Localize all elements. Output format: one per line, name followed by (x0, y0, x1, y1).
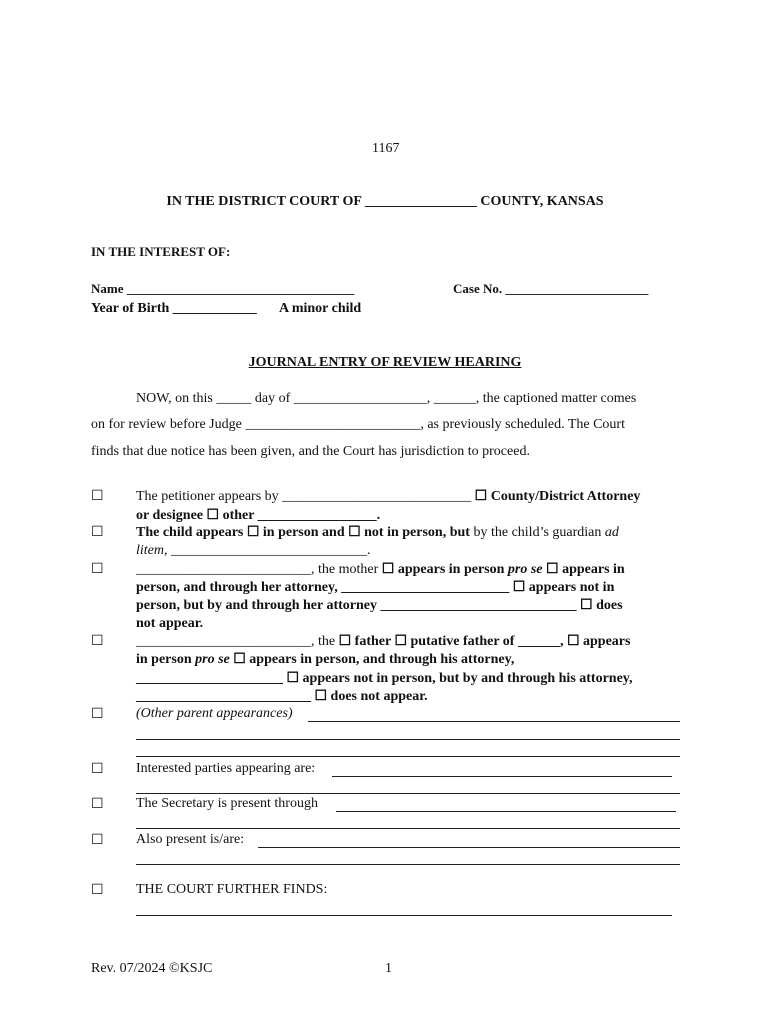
petitioner-line-2: or designee ☐ other _________________. (136, 508, 381, 523)
father-line-2: in person pro se ☐ appears in person, and through his attorney, (136, 652, 515, 667)
mother-line-4: not appear. (136, 616, 204, 631)
father-checkbox[interactable]: ☐ (91, 634, 104, 649)
opening-paragraph-line-2: on for review before Judge _________________________, as previously scheduled. The Court (91, 417, 625, 432)
year-of-birth-line: Year of Birth ____________ (91, 301, 257, 316)
court-finds-checkbox[interactable]: ☐ (91, 883, 104, 898)
interest-heading: IN THE INTEREST OF: (91, 244, 231, 259)
petitioner-line-1: The petitioner appears by ___________________________ ☐ County/District Attorney (136, 489, 641, 504)
child-line-2: litem, ____________________________. (136, 543, 371, 558)
child-line-1: The child appears ☐ in person and ☐ not in person, but by the child’s guardian ad (136, 525, 619, 540)
court-finds-label: THE COURT FURTHER FINDS: (136, 882, 328, 897)
secretary-label: The Secretary is present through (136, 796, 318, 811)
court-heading: IN THE DISTRICT COURT OF ________________ COUNTY, KANSAS (166, 194, 604, 209)
mother-checkbox[interactable]: ☐ (91, 562, 104, 577)
document-title: JOURNAL ENTRY OF REVIEW HEARING (248, 355, 522, 370)
secretary-line-1[interactable] (336, 811, 676, 812)
child-checkbox[interactable]: ☐ (91, 525, 104, 540)
mother-line-3: person, but by and through her attorney ____________________________ ☐ does (136, 598, 623, 613)
also-present-checkbox[interactable]: ☐ (91, 833, 104, 848)
mother-line-2: person, and through her attorney, ________________________ ☐ appears not in (136, 580, 615, 595)
father-line-3: _____________________ ☐ appears not in person, but by and through his attorney, (136, 671, 633, 686)
secretary-line-2[interactable] (136, 828, 680, 829)
court-finds-line-1[interactable] (136, 915, 672, 916)
secretary-checkbox[interactable]: ☐ (91, 797, 104, 812)
case-number-line: Case No. ______________________ (453, 281, 649, 296)
other-parent-line-3[interactable] (136, 756, 680, 757)
also-present-label: Also present is/are: (136, 832, 245, 847)
petitioner-checkbox[interactable]: ☐ (91, 489, 104, 504)
other-parent-label: (Other parent appearances) (136, 706, 293, 721)
revision-footer: Rev. 07/2024 ©KSJC (91, 961, 213, 976)
father-line-4: _________________________ ☐ does not appear. (136, 689, 428, 704)
interested-parties-label: Interested parties appearing are: (136, 761, 316, 776)
also-present-line-1[interactable] (258, 847, 680, 848)
mother-line-1: _________________________, the mother ☐ appears in person pro se ☐ appears in (136, 562, 625, 577)
father-line-1: _________________________, the ☐ father ☐ putative father of ______, ☐ appears (136, 634, 631, 649)
other-parent-line-2[interactable] (136, 739, 680, 740)
name-line: Name ___________________________________ (91, 281, 355, 296)
minor-child-label: A minor child (279, 301, 362, 316)
page-number: 1 (385, 961, 392, 976)
interested-parties-checkbox[interactable]: ☐ (91, 762, 104, 777)
opening-paragraph-line-3: finds that due notice has been given, and the Court has jurisdiction to proceed. (91, 444, 530, 459)
interested-parties-line-2[interactable] (136, 793, 680, 794)
also-present-line-2[interactable] (136, 864, 680, 865)
other-parent-checkbox[interactable]: ☐ (91, 707, 104, 722)
opening-paragraph-line-1: NOW, on this _____ day of ___________________, ______, the captioned matter comes (136, 391, 637, 406)
form-number: 1167 (372, 141, 400, 156)
other-parent-line-1[interactable] (308, 721, 680, 722)
interested-parties-line-1[interactable] (332, 776, 672, 777)
